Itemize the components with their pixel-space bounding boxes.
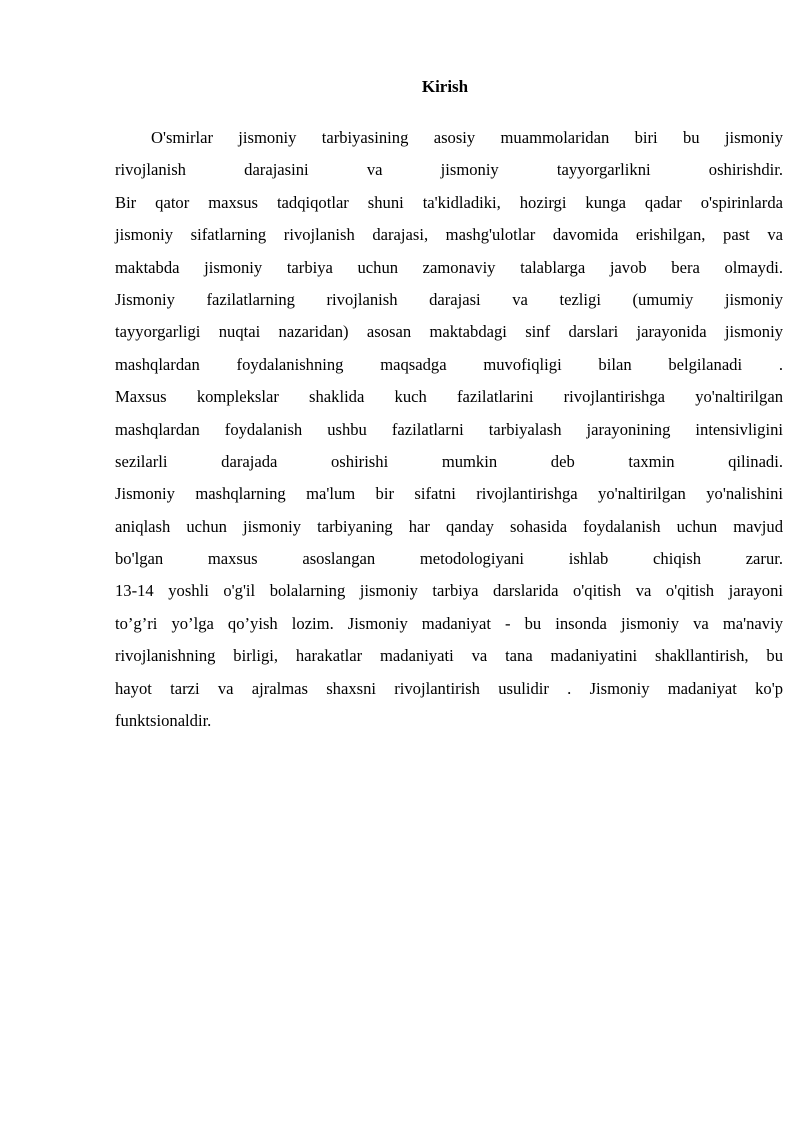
text-line: Jismoniy mashqlarning ma'lum bir sifatni rivojlantirishga yo'naltirilgan yo'nalishini bbox=[115, 484, 783, 504]
text-line: aniqlash uchun jismoniy tarbiyaning har qanday sohasida foydalanish uchun mavjud bbox=[115, 516, 783, 536]
page-title: Kirish bbox=[421, 77, 469, 96]
text-line: mashqlardan foydalanishning maqsadga muvofiqligi bilan belgilanadi . bbox=[115, 354, 783, 374]
text-line: funktsionaldir. bbox=[115, 711, 212, 731]
text-line: Jismoniy fazilatlarning rivojlanish darajasi va tezligi (umumiy jismoniy bbox=[115, 289, 783, 309]
text-line: hayot tarzi va ajralmas shaxsni rivojlantirish usulidir . Jismoniy madaniyat ko'p bbox=[115, 678, 783, 698]
text-line: Bir qator maxsus tadqiqotlar shuni ta'kidladiki, hozirgi kunga qadar o'spirinlarda bbox=[115, 192, 783, 212]
text-line: O'smirlar jismoniy tarbiyasining asosiy muammolaridan biri bu jismoniy bbox=[151, 128, 783, 147]
text-line: maktabda jismoniy tarbiya uchun zamonaviy talablarga javob bera olmaydi. bbox=[115, 257, 783, 277]
text-line: tayyorgarligi nuqtai nazaridan) asosan maktabdagi sinf darslari jarayonida jismoniy bbox=[115, 322, 783, 342]
text-line: to’g’ri yo’lga qo’yish lozim. Jismoniy madaniyat - bu insonda jismoniy va ma'naviy bbox=[115, 613, 783, 633]
text-line: bo'lgan maxsus asoslangan metodologiyani ishlab chiqish zarur. bbox=[115, 549, 783, 569]
text-line: sezilarli darajada oshirishi mumkin deb taxmin qilinadi. bbox=[115, 451, 783, 471]
body-paragraph bbox=[115, 122, 783, 737]
text-line: rivojlanishning birligi, harakatlar madaniyati va tana madaniyatini shakllantirish, bu bbox=[115, 646, 783, 666]
text-line: mashqlardan foydalanish ushbu fazilatlarni tarbiyalash jarayonining intensivligini bbox=[115, 419, 783, 439]
text-line: Maxsus komplekslar shaklida kuch fazilatlarini rivojlantirishga yo'naltirilgan bbox=[115, 387, 783, 407]
text-line: jismoniy sifatlarning rivojlanish darajasi, mashg'ulotlar davomida erishilgan, past va bbox=[115, 225, 783, 245]
text-line: 13-14 yoshli o'g'il bolalarning jismoniy tarbiya darslarida o'qitish va o'qitish jarayoni bbox=[115, 581, 783, 601]
text-line: rivojlanish darajasini va jismoniy tayyorgarlikni oshirishdir. bbox=[115, 160, 783, 180]
